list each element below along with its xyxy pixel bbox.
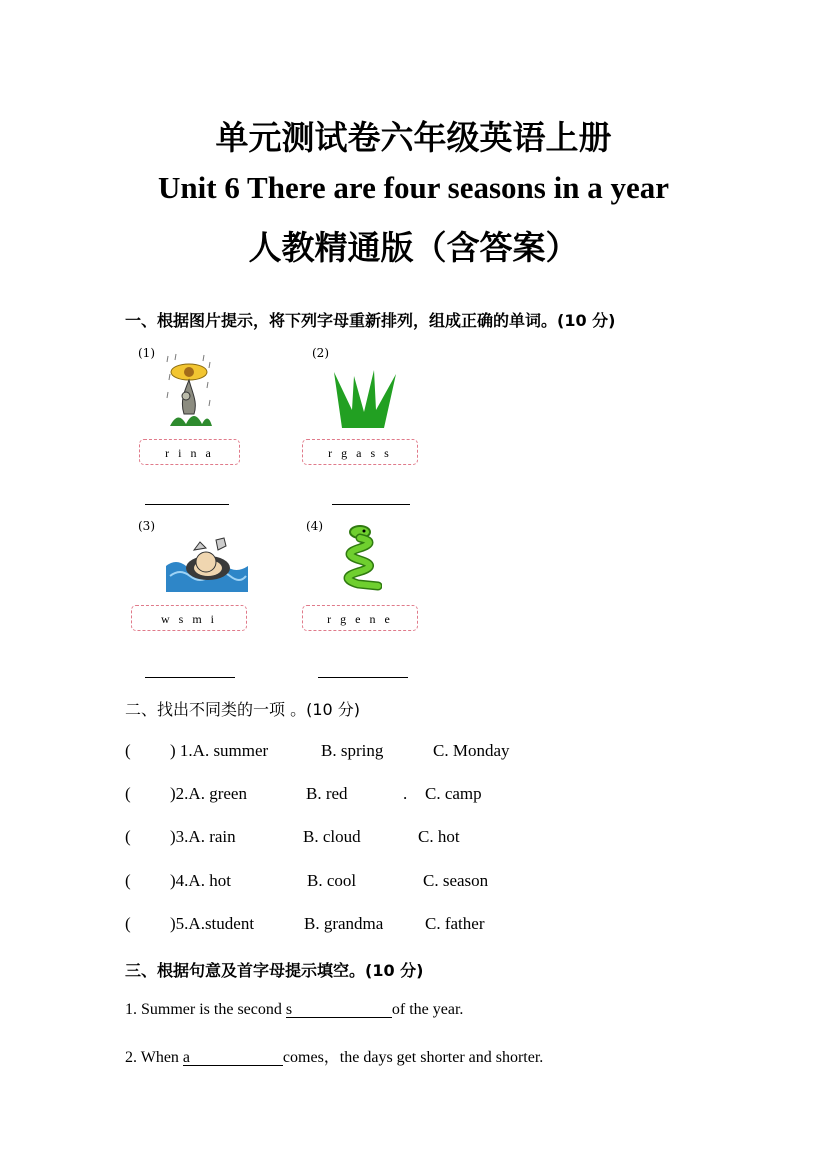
question-row-2	[0, 784, 827, 808]
option-b: B. red	[306, 784, 348, 803]
paren-open[interactable]: (	[125, 741, 131, 760]
option-a: ) 1.A. summer	[170, 741, 269, 760]
grass-image	[334, 370, 400, 428]
q2-initial-letter: a	[182, 1049, 191, 1066]
option-c: C. hot	[418, 827, 460, 846]
question-row-1	[0, 741, 827, 765]
option-b: B. grandma	[304, 914, 384, 933]
q1-blank[interactable]	[286, 1001, 392, 1018]
rain-flower-image	[164, 352, 214, 428]
option-a: )2.A. green	[170, 784, 247, 803]
answer-line-4[interactable]	[318, 676, 408, 678]
option-a: )3.A. rain	[170, 827, 236, 846]
item1-number: (1)	[138, 346, 155, 360]
section2-heading: 二、找出不同类的一项 。(10 分)	[125, 700, 361, 719]
letter-box-3: w s m i	[131, 605, 247, 631]
page-title-cn: 单元测试卷六年级英语上册	[215, 118, 612, 157]
answer-line-3[interactable]	[145, 676, 235, 678]
question-row-5	[0, 914, 827, 938]
page-subtitle-cn: 人教精通版（含答案）	[248, 228, 579, 267]
option-c: C. camp	[425, 784, 482, 803]
letter-box-2: r g a s s	[302, 439, 418, 465]
snake-image	[334, 524, 382, 592]
question-row-3	[0, 827, 827, 851]
paren-open[interactable]: (	[125, 784, 131, 803]
question-row-4	[0, 871, 827, 895]
option-a: )4.A. hot	[170, 871, 231, 890]
letter-box-1: r i n a	[139, 439, 240, 465]
q2-prefix: 2. When	[125, 1049, 183, 1066]
option-b: B. cloud	[303, 827, 361, 846]
option-c: C. father	[425, 914, 485, 933]
q1-prefix: 1. Summer is the second	[125, 1001, 286, 1018]
section1-heading: 一、根据图片提示，将下列字母重新排列，组成正确的单词。(10 分)	[125, 311, 616, 330]
answer-line-1[interactable]	[145, 503, 229, 505]
option-a: )5.A.student	[170, 914, 255, 933]
fill-question-1	[125, 1001, 463, 1019]
q1-initial-letter: s	[285, 1001, 293, 1018]
paren-open[interactable]: (	[125, 827, 131, 846]
page-title-en: Unit 6 There are four seasons in a year	[158, 170, 669, 205]
paren-open[interactable]: (	[125, 871, 131, 890]
paren-open[interactable]: (	[125, 914, 131, 933]
item3-number: (3)	[138, 519, 155, 533]
q2-blank[interactable]	[183, 1049, 283, 1066]
fill-question-2	[125, 1044, 543, 1067]
letter-box-4: r g e n e	[302, 605, 418, 631]
swimmer-image	[166, 532, 248, 592]
q2-suffix: comes，the days get shorter and shorter.	[282, 1049, 544, 1066]
stray-dot: .	[403, 784, 408, 803]
item4-number: (4)	[306, 519, 323, 533]
option-b: B. cool	[307, 871, 357, 890]
option-b: B. spring	[321, 741, 384, 760]
answer-line-2[interactable]	[332, 503, 410, 505]
option-c: C. Monday	[433, 741, 510, 760]
section3-heading: 三、根据句意及首字母提示填空。(10 分)	[125, 961, 424, 980]
item2-number: (2)	[312, 346, 329, 360]
option-c: C. season	[423, 871, 489, 890]
q1-suffix: of the year.	[391, 1001, 464, 1018]
